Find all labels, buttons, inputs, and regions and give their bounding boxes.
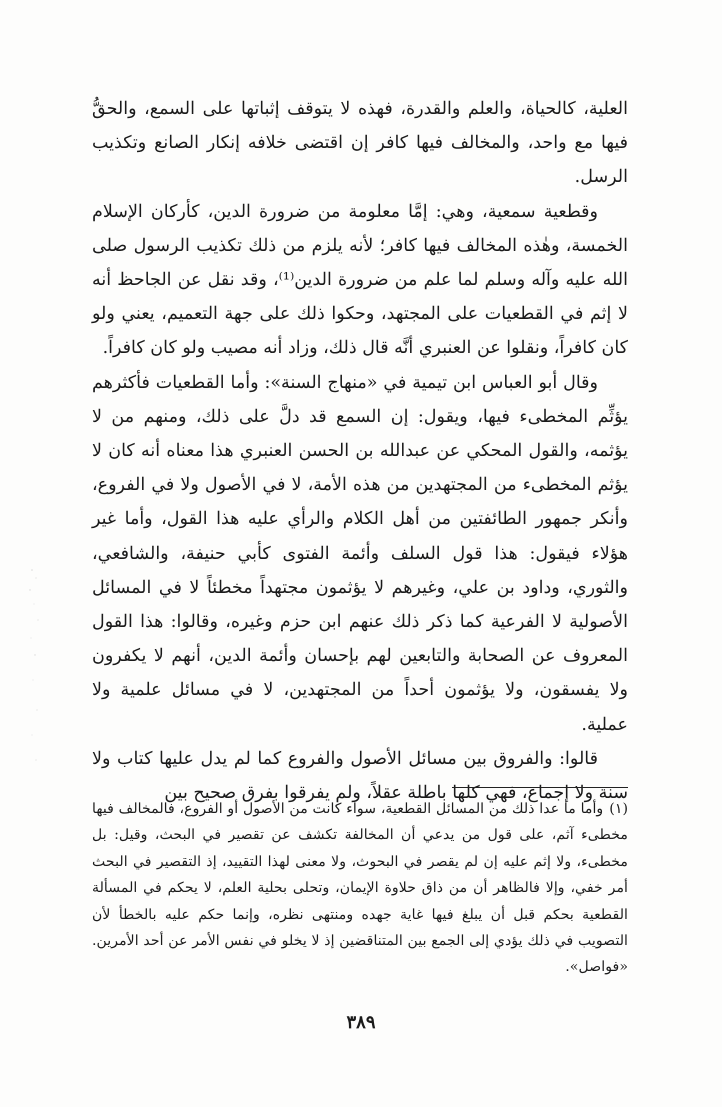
page-number: ٣٨٩ — [346, 1012, 376, 1033]
main-text-body — [92, 92, 628, 810]
footnote-text: وأما ما عدا ذلك من المسائل القطعية، سواء كانت من الأصول أو الفروع، فالمخالف فيها مخطىء آثم، على قول من يدعي أن المخالفة تكشف عن تقصير في البحث، وقيل: بل مخطىء، ولا إثم عليه إن لم يقصر في البحوث، ولا معنى لهذا التقييد، إذ التقصير في البحث أمر خفي، وإلا فالظاهر أن من ذاق حلاوة الإيمان، وتحلى بحلية العلم، لا يحكم في المسألة القطعية بحكم قبل أن يبلغ فيها غاية جهده ومنتهى نظره، وإنما حكم عليه بالخطأ لأن التصويب في ذلك يؤدي إلى الجمع بين المتناقضين إذ لا يخلو في نفس الأمر عن أحد الأمرين. «فواصل». — [92, 801, 628, 976]
footnote-marker: (١) — [609, 801, 628, 817]
paragraph-qalu: قالوا: والفروق بين مسائل الأصول والفروع كما لم يدل عليها كتاب ولا سنة ولا إجماع، فهي كلها باطلة عقلاً، ولم يفرقوا بفرق صحيح بين — [92, 748, 628, 804]
paragraph-sam-iyya: وقطعية سمعية، وهي: إمَّا معلومة من ضرورة الدين، كأركان الإسلام الخمسة، وهٰذه المخالف فيها كافر؛ لأنه يلزم من ذلك تكذيب الرسول صلى الله عليه وآله وسلم لما علم من ضرورة الدين⁽¹⁾، وقد نقل عن الجاحظ أنه لا إثم في القطعيات على المجتهد، وحكوا ذلك على جهة التعميم، يعني ولو كان كافراً، ونقلوا عن العنبري أنَّه قال ذلك، وزاد أنه مصيب ولو كان كافراً. — [92, 201, 628, 359]
scan-artifact — [12, 560, 52, 780]
paragraph-continuation: العلية، كالحياة، والعلم والقدرة، فهذه لا يتوقف إثباتها على السمع، والحقُّ فيها مع واحد، والمخالف فيها كافر إن اقتضى خلافه إنكار الصانع وتكذيب الرسل. — [92, 99, 628, 188]
paragraph-ibn-taymiyya: وقال أبو العباس ابن تيمية في «منهاج السنة»: وأما القطعيات فأكثرهم يؤثِّم المخطىء فيها، ويقول: إن السمع قد دلَّ على ذلك، ومنهم من لا يؤثمه، والقول المحكي عن عبدالله بن الحسن العنبري هذا معناه أنه كان لا يؤثم المخطىء من المجتهدين من هذه الأمة، لا في الأصول ولا في الفروع، وأنكر جمهور الطائفتين من أهل الكلام والرأي عليه هذا القول، وأما غير هؤلاء فيقول: هذا قول السلف وأئمة الفتوى كأبي حنيفة، والشافعي، والثوري، وداود بن علي، وغيرهم لا يؤثمون مجتهداً مخطئاً لا في المسائل الأصولية لا الفرعية كما ذكر ذلك عنهم ابن حزم وغيره، وقالوا: هذا القول المعروف عن الصحابة والتابعين لهم بإحسان وأئمة الدين، أنهم لا يكفرون ولا يفسقون، ولا يؤثمون أحداً من المجتهدين، لا في مسائل علمية ولا عملية. — [92, 372, 628, 735]
footnote — [92, 796, 628, 981]
footnote-paragraph — [92, 796, 628, 981]
footnote-divider — [452, 787, 628, 788]
